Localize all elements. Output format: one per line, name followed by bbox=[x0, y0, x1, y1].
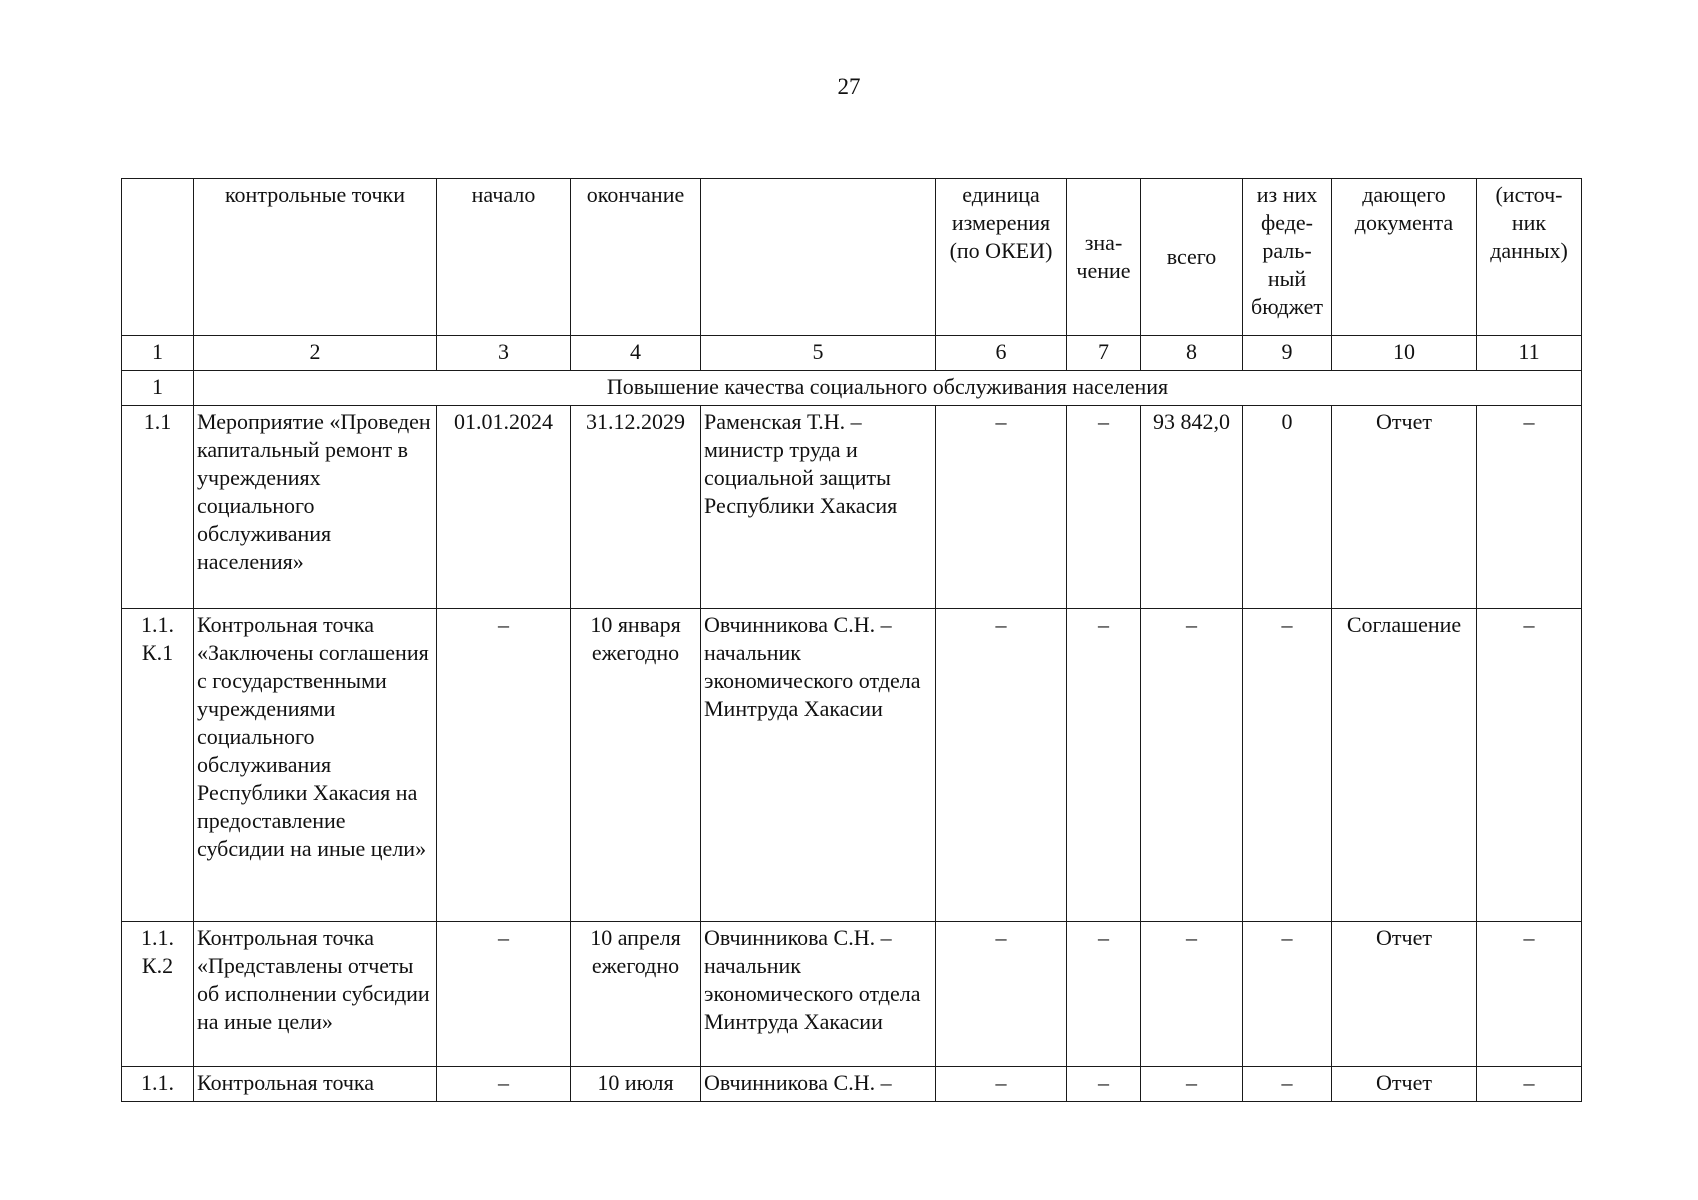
row-number: 1.1. К.2 bbox=[122, 922, 194, 1067]
row-total: – bbox=[1141, 609, 1243, 922]
header-cell-6: единица измерения (по ОКЕИ) bbox=[936, 179, 1067, 336]
header-cell-3: начало bbox=[437, 179, 571, 336]
header-cell-5 bbox=[701, 179, 936, 336]
row-value: – bbox=[1067, 406, 1141, 609]
row-source: – bbox=[1477, 609, 1582, 922]
column-number: 1 bbox=[122, 336, 194, 371]
row-start: – bbox=[437, 609, 571, 922]
row-document: Отчет bbox=[1332, 406, 1477, 609]
column-number: 4 bbox=[571, 336, 701, 371]
row-number: 1.1 bbox=[122, 406, 194, 609]
row-number: 1.1. К.1 bbox=[122, 609, 194, 922]
header-cell-4: окончание bbox=[571, 179, 701, 336]
header-cell-1 bbox=[122, 179, 194, 336]
row-value: – bbox=[1067, 922, 1141, 1067]
header-cell-7: зна- чение bbox=[1067, 179, 1141, 336]
row-federal: – bbox=[1243, 1067, 1332, 1102]
column-number: 5 bbox=[701, 336, 936, 371]
table-row bbox=[122, 1067, 1582, 1102]
header-cell-11: (источ- ник данных) bbox=[1477, 179, 1582, 336]
control-points-table bbox=[121, 178, 1582, 1102]
row-federal: – bbox=[1243, 609, 1332, 922]
row-responsible: Овчинникова С.Н. – начальник экономического отдела Минтруда Хакасии bbox=[701, 922, 936, 1067]
row-document: Отчет bbox=[1332, 922, 1477, 1067]
header-cell-9: из них феде- раль- ный бюджет bbox=[1243, 179, 1332, 336]
row-unit: – bbox=[936, 922, 1067, 1067]
row-federal: 0 bbox=[1243, 406, 1332, 609]
row-responsible: Овчинникова С.Н. – bbox=[701, 1067, 936, 1102]
column-number: 11 bbox=[1477, 336, 1582, 371]
row-number: 1.1. bbox=[122, 1067, 194, 1102]
row-start: – bbox=[437, 922, 571, 1067]
row-source: – bbox=[1477, 922, 1582, 1067]
row-document: Соглашение bbox=[1332, 609, 1477, 922]
header-cell-8: всего bbox=[1141, 179, 1243, 336]
row-unit: – bbox=[936, 1067, 1067, 1102]
column-number: 2 bbox=[194, 336, 437, 371]
row-start: 01.01.2024 bbox=[437, 406, 571, 609]
table-row bbox=[122, 406, 1582, 609]
row-total: – bbox=[1141, 922, 1243, 1067]
section-row bbox=[122, 371, 1582, 406]
page-number: 27 bbox=[837, 74, 861, 99]
row-name: Контрольная точка bbox=[194, 1067, 437, 1102]
row-responsible: Овчинникова С.Н. – начальник экономического отдела Минтруда Хакасии bbox=[701, 609, 936, 922]
column-number: 10 bbox=[1332, 336, 1477, 371]
row-source: – bbox=[1477, 1067, 1582, 1102]
row-document: Отчет bbox=[1332, 1067, 1477, 1102]
column-number-row bbox=[122, 336, 1582, 371]
row-value: – bbox=[1067, 609, 1141, 922]
row-end: 10 января ежегодно bbox=[571, 609, 701, 922]
row-responsible: Раменская Т.Н. – министр труда и социальной защиты Республики Хакасия bbox=[701, 406, 936, 609]
row-end: 10 июля bbox=[571, 1067, 701, 1102]
row-federal: – bbox=[1243, 922, 1332, 1067]
row-total: – bbox=[1141, 1067, 1243, 1102]
section-number: 1 bbox=[122, 371, 194, 406]
header-cell-10: дающего документа bbox=[1332, 179, 1477, 336]
table-header-row bbox=[122, 179, 1582, 336]
row-name: Мероприятие «Проведен капитальный ремонт в учреждениях социального обслуживания населения» bbox=[194, 406, 437, 609]
row-name: Контрольная точка «Представлены отчеты об исполнении субсидии на иные цели» bbox=[194, 922, 437, 1067]
table-row bbox=[122, 922, 1582, 1067]
column-number: 8 bbox=[1141, 336, 1243, 371]
row-total: 93 842,0 bbox=[1141, 406, 1243, 609]
section-title: Повышение качества социального обслуживания населения bbox=[194, 371, 1582, 406]
row-source: – bbox=[1477, 406, 1582, 609]
row-unit: – bbox=[936, 609, 1067, 922]
column-number: 3 bbox=[437, 336, 571, 371]
row-unit: – bbox=[936, 406, 1067, 609]
row-name: Контрольная точка «Заключены соглашения с государственными учреждениями социального обслуживания Республики Хакасия на предоставление субсидии на иные цели» bbox=[194, 609, 437, 922]
row-end: 10 апреля ежегодно bbox=[571, 922, 701, 1067]
column-number: 9 bbox=[1243, 336, 1332, 371]
column-number: 7 bbox=[1067, 336, 1141, 371]
row-start: – bbox=[437, 1067, 571, 1102]
row-end: 31.12.2029 bbox=[571, 406, 701, 609]
column-number: 6 bbox=[936, 336, 1067, 371]
table-row bbox=[122, 609, 1582, 922]
header-cell-2: контрольные точки bbox=[194, 179, 437, 336]
row-value: – bbox=[1067, 1067, 1141, 1102]
